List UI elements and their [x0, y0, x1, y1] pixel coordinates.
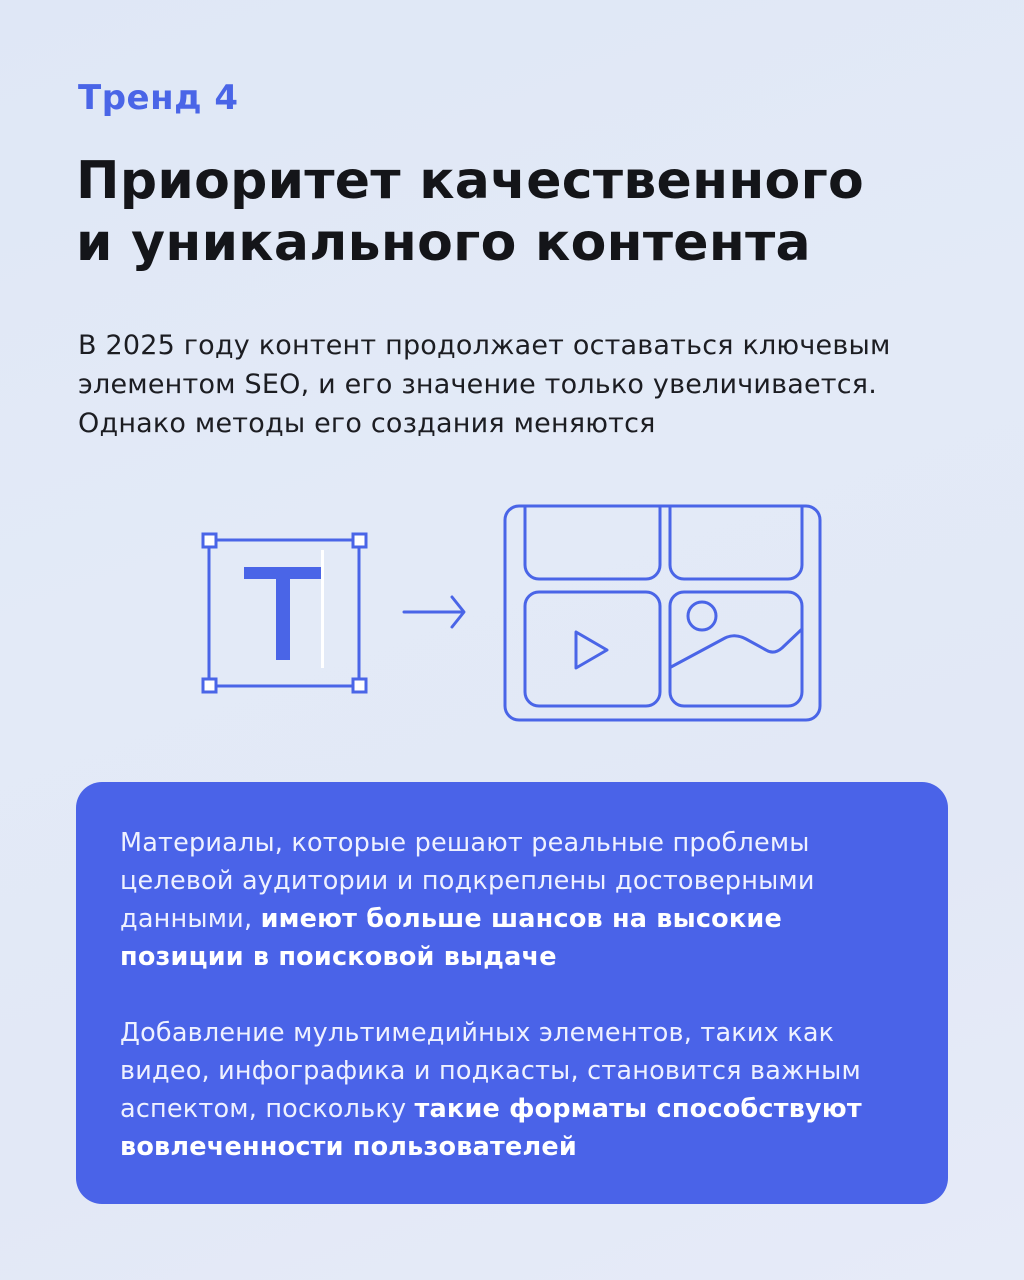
text-edit-icon: [203, 534, 366, 692]
page-title: [76, 150, 864, 274]
arrow-right-icon: [404, 597, 464, 627]
card-p1-text: Материалы, которые решают реальные проблемы целевой аудитории и подкреплены достоверными данными,: [120, 828, 815, 934]
title-line-2: и уникального контента: [76, 213, 811, 273]
card-p2-text: Добавление мультимедийных элементов, таких как видео, инфографика и подкасты, становится важным аспектом, поскольку: [120, 1018, 861, 1124]
intro-line-3: Однако методы его создания меняются: [78, 408, 656, 439]
card-paragraph-2: [120, 1014, 904, 1166]
info-card: [76, 782, 948, 1204]
card-p1-highlight: имеют больше шансов на высокие позиции в поисковой выдаче: [120, 904, 782, 972]
multimedia-grid-icon: [505, 506, 820, 720]
intro-paragraph: [78, 326, 958, 443]
title-line-1: Приоритет качественного: [76, 151, 865, 211]
illustration: [190, 495, 840, 735]
image-icon: [671, 602, 802, 667]
trend-label: Тренд 4: [78, 78, 239, 118]
intro-line-1: В 2025 году контент продолжает оставаться ключевым: [78, 330, 891, 361]
card-paragraph-1: [120, 824, 904, 976]
card-p2-highlight: такие форматы способствуют вовлеченности пользователей: [120, 1094, 862, 1162]
play-icon: [576, 632, 607, 668]
intro-line-2: элементом SEO, и его значение только увеличивается.: [78, 369, 877, 400]
